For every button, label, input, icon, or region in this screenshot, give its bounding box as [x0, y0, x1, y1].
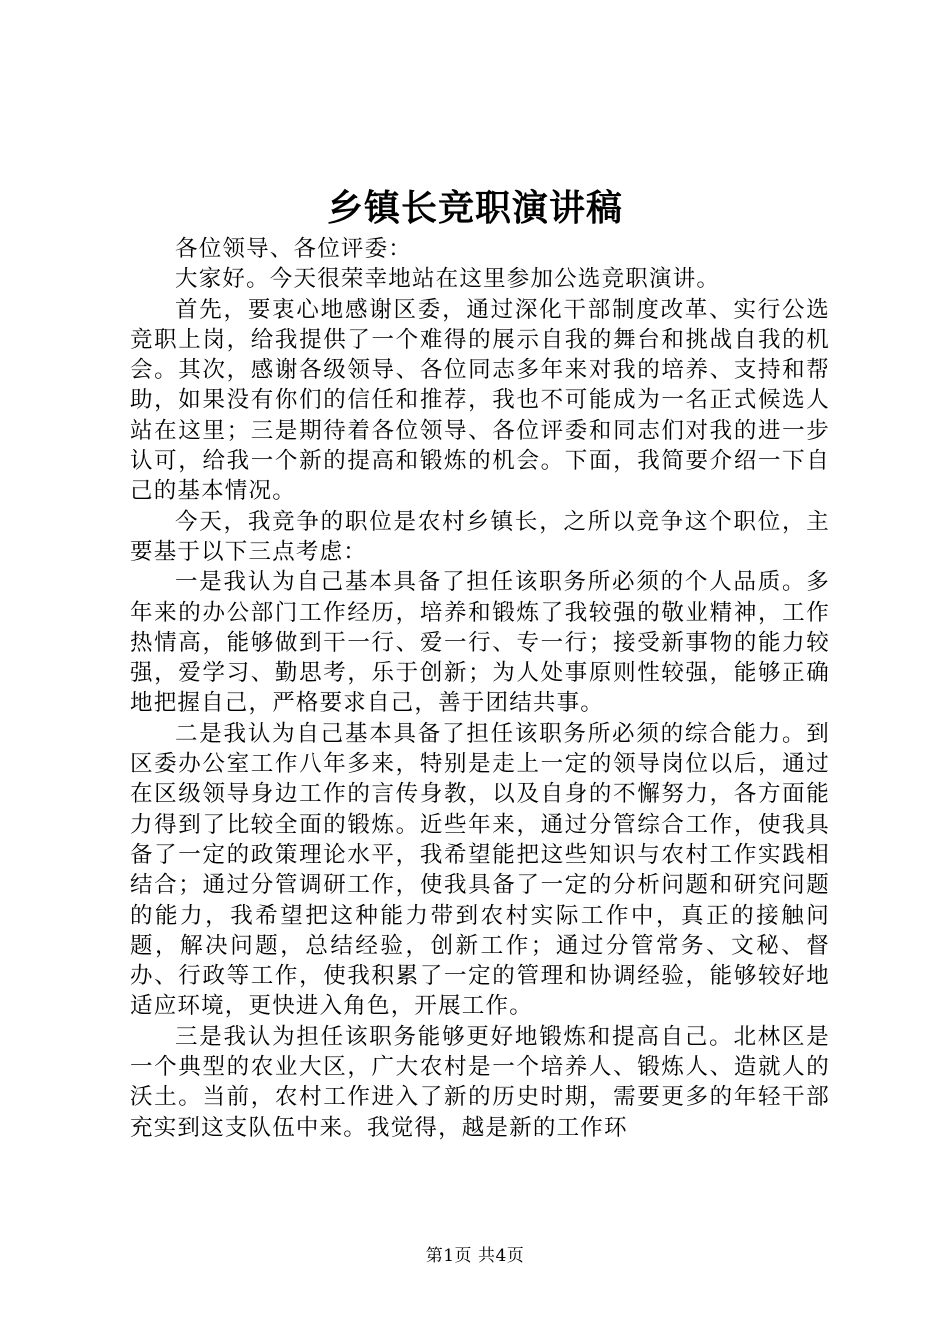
paragraph-thanks: 首先，要衷心地感谢区委，通过深化干部制度改革、实行公选竞职上岗，给我提供了一个难得的展示自我的舞台和挑战自我的机会。其次，感谢各级领导、各位同志多年来对我的培养、支持和帮助，如果没有你们的信任和推荐，我也不可能成为一名正式候选人站在这里；三是期待着各位领导、各位评委和同志们对我的进一步认可，给我一个新的提高和锻炼的机会。下面，我简要介绍一下自己的基本情况。: [130, 296, 830, 505]
paragraph-salutation: 各位领导、各位评委：: [175, 236, 413, 262]
document-title: 乡镇长竞职演讲稿: [326, 187, 623, 229]
paragraph-greeting: 大家好。今天很荣幸地站在这里参加公选竞职演讲。: [175, 266, 721, 293]
page-number-footer: 第1页 共4页: [425, 1246, 525, 1266]
paragraph-point-one: 一是我认为自己基本具备了担任该职务所必须的个人品质。多年来的办公部门工作经历，培养和锻炼了我较强的敬业精神，工作热情高，能够做到干一行、爱一行、专一行；接受新事物的能力较强，爱学习、勤思考，乐于创新；为人处事原则性较强，能够正确地把握自己，严格要求自己，善于团结共事。: [130, 569, 830, 717]
paragraph-position: 今天，我竞争的职位是农村乡镇长，之所以竞争这个职位，主要基于以下三点考虑：: [130, 508, 830, 565]
paragraph-point-three: 三是我认为担任该职务能够更好地锻炼和提高自己。北林区是一个典型的农业大区，广大农村是一个培养人、锻炼人、造就人的沃土。当前，农村工作进入了新的历史时期，需要更多的年轻干部充实到这支队伍中来。我觉得，越是新的工作环: [130, 1023, 830, 1141]
paragraph-point-two: 二是我认为自己基本具备了担任该职务所必须的综合能力。到区委办公室工作八年多来，特别是走上一定的领导岗位以后，通过在区级领导身边工作的言传身教，以及自身的不懈努力，各方面能力得到了比较全面的锻炼。近些年来，通过分管综合工作，使我具备了一定的政策理论水平，我希望能把这些知识与农村工作实践相结合；通过分管调研工作，使我具备了一定的分析问题和研究问题的能力，我希望把这种能力带到农村实际工作中，真正的接触问题，解决问题，总结经验，创新工作；通过分管常务、文秘、督办、行政等工作，使我积累了一定的管理和协调经验，能够较好地适应环境，更快进入角色，开展工作。: [130, 720, 830, 1020]
document-body: [130, 234, 830, 1143]
